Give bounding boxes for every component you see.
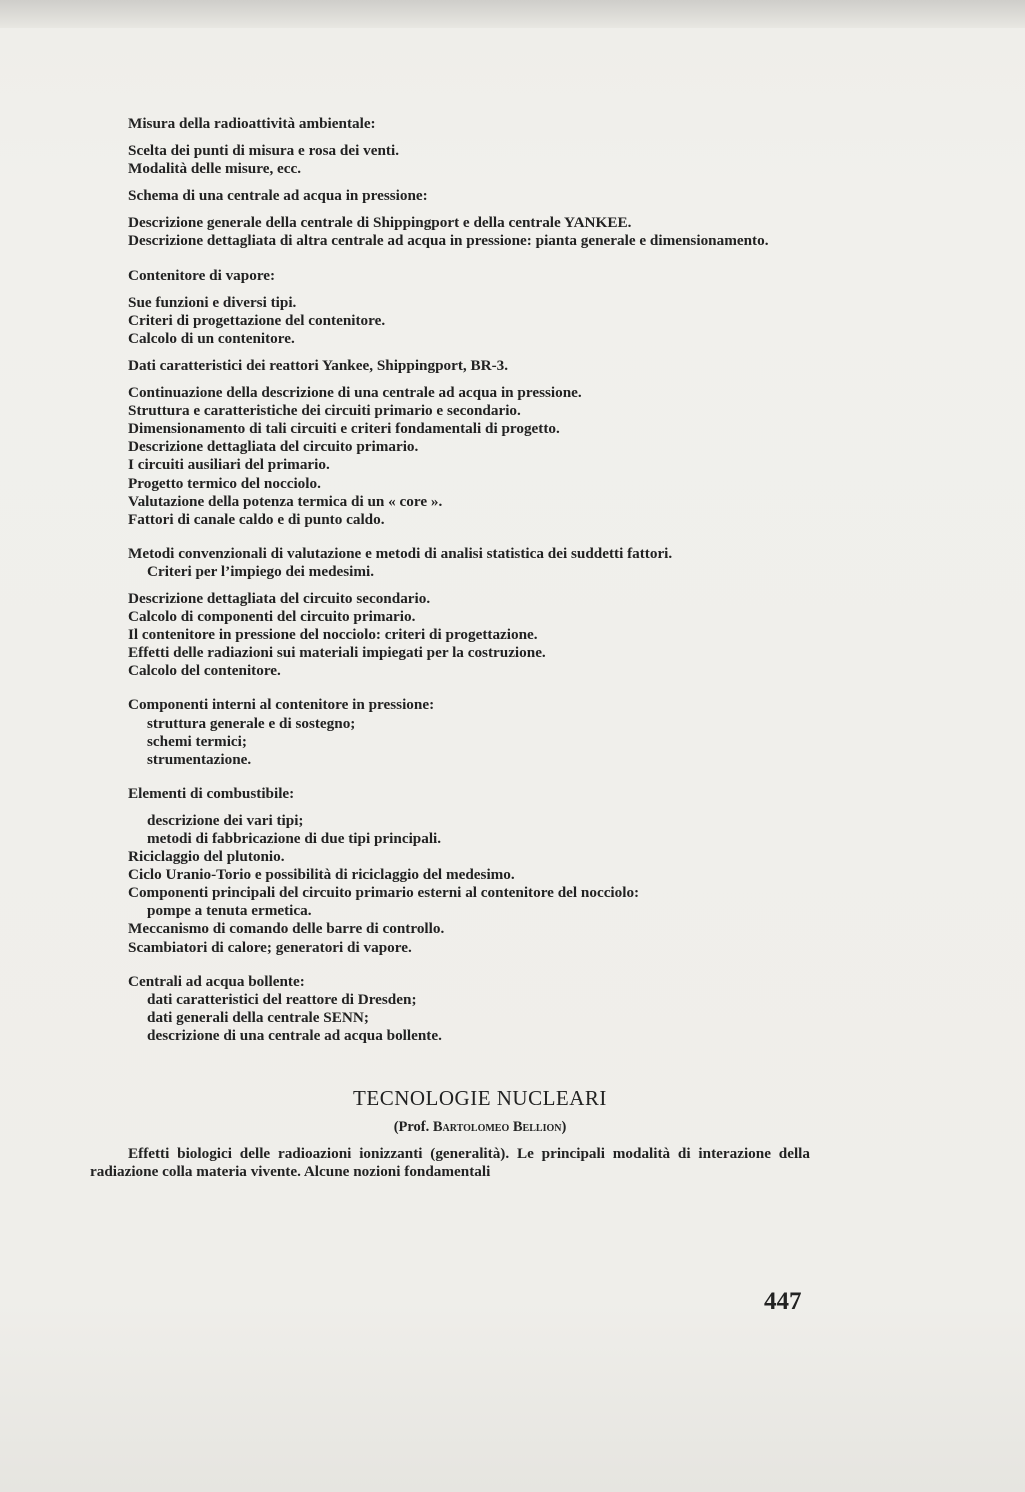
text-line: Calcolo di un contenitore. [128,329,295,347]
text-line: Schema di una centrale ad acqua in pressione: [128,187,428,205]
intro-text: Effetti biologici delle radioazioni ionizzanti (generalità). Le principali modalità di interazione della radiazione colla materia vivente. Alcune nozioni fondamentali [90,1145,810,1181]
text-line: Valutazione della potenza termica di un « core ». [128,492,443,510]
section-author [90,1118,810,1136]
text-paragraph [90,545,810,563]
text-line: schemi termici; [147,732,247,750]
text-line: Calcolo di componenti del circuito primario. [128,608,416,626]
text-line: Il contenitore in pressione del nocciolo: criteri di progettazione. [128,626,538,644]
text-line: Struttura e caratteristiche dei circuiti primario e secondario. [128,402,521,420]
text-line: Dimensionamento di tali circuiti e criteri fondamentali di progetto. [128,420,560,438]
text-line: pompe a tenuta ermetica. [147,902,312,920]
text-line: Criteri per l’impiego dei medesimi. [147,562,375,580]
text-line: Descrizione dettagliata del circuito primario. [128,438,419,456]
text-line: Descrizione dettagliata di altra centrale ad acqua in pressione: pianta generale e dimensionamento. [128,232,769,250]
text-line: Sue funzioni e diversi tipi. [128,293,297,311]
text-line: descrizione di una centrale ad acqua bollente. [147,1026,442,1044]
text-line: metodi di fabbricazione di due tipi principali. [147,830,442,847]
text-line: Descrizione dettagliata del circuito secondario. [128,589,431,607]
text-line: Riciclaggio del plutonio. [128,848,285,866]
page-number: 447 [764,1288,802,1315]
scan-top-edge [0,0,1025,28]
text-line: dati generali della centrale SENN; [147,1008,369,1026]
text-line: Fattori di canale caldo e di punto caldo. [128,510,385,528]
author-name: Bartolomeo Bellion) [432,1119,567,1136]
text-line: Meccanismo di comando delle barre di controllo. [128,920,445,938]
text-line: Progetto termico del nocciolo. [128,474,321,492]
text-line: Componenti interni al contenitore in pressione: [128,696,435,714]
text-line: struttura generale e di sostegno; [147,714,356,732]
text-line: Ciclo Uranio-Torio e possibilità di riciclaggio del medesimo. [128,866,515,884]
text-line: Componenti principali del circuito primario esterni al contenitore del nocciolo: [128,884,640,902]
document-body [90,115,810,1181]
text-line: Criteri di progettazione del contenitore. [128,311,386,329]
text-line: Elementi di combustibile: [128,784,295,802]
text-line: Effetti delle radiazioni sui materiali impiegati per la costruzione. [128,644,546,662]
text-line: Descrizione generale della centrale di Shippingport e della centrale YANKEE. [128,214,632,232]
text-line: I circuiti ausiliari del primario. [128,456,330,474]
text-paragraph [90,232,810,250]
text-line: Modalità delle misure, ecc. [128,160,302,178]
author-prefix: (Prof. [393,1119,430,1136]
text-line: Misura della radioattività ambientale: [128,115,376,132]
section-intro [90,1145,810,1181]
section-title: TECNOLOGIE NUCLEARI [353,1086,607,1111]
text-line: Metodi convenzionali di valutazione e metodi di analisi statistica dei suddetti fattori. [128,544,673,562]
text-line: Centrali ad acqua bollente: [128,972,305,990]
text-line: Contenitore di vapore: [128,266,276,284]
text-line: dati caratteristici del reattore di Dresden; [147,990,417,1008]
text-line: strumentazione. [147,750,252,768]
text-line: Dati caratteristici dei reattori Yankee, Shippingport, BR-3. [128,356,509,374]
text-line: Continuazione della descrizione di una centrale ad acqua in pressione. [128,384,582,402]
text-line: Calcolo del contenitore. [128,662,281,680]
text-line: Scelta dei punti di misura e rosa dei venti. [128,142,399,160]
text-line: Scambiatori di calore; generatori di vapore. [128,938,412,956]
text-line: descrizione dei vari tipi; [147,811,304,829]
